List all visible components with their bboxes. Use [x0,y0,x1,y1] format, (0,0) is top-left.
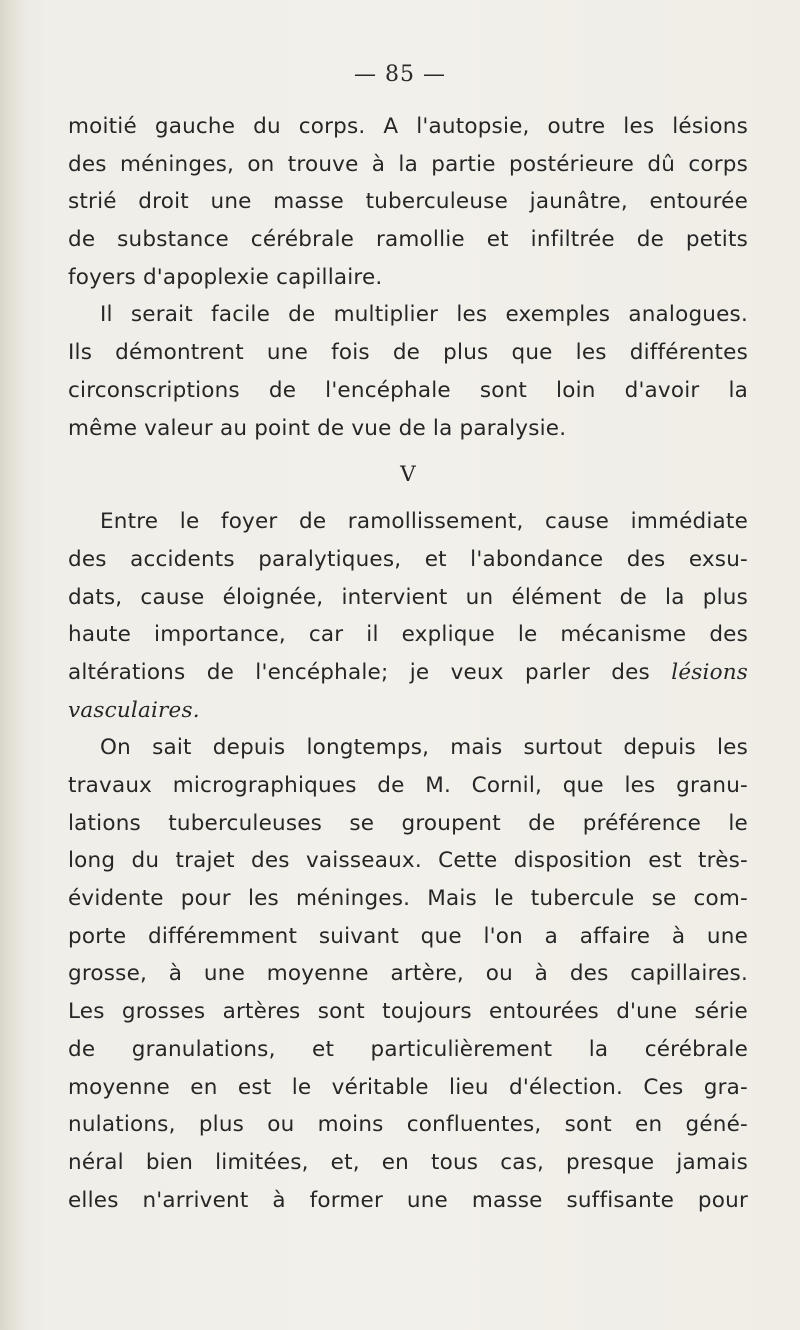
text-segment: altérations de l'encéphale; je veux parler des [68,659,650,685]
text-line: Il serait facile de multiplier les exemples analogues. [100,302,748,328]
text-line: de substance cérébrale ramollie et infiltrée de petits [68,227,748,253]
text-line: grosse, à une moyenne artère, ou à des capillaires. [68,961,748,987]
text-line: de granulations, et particulièrement la cérébrale [68,1036,748,1062]
text-line: Les grosses artères sont toujours entourées d'une série [68,999,748,1025]
page-binding-edge [0,0,26,1330]
text-line: On sait depuis longtemps, mais surtout depuis les [100,735,748,761]
text-line: des méninges, on trouve à la partie postérieure dû corps [68,151,748,177]
text-line: même valeur au point de vue de la paralysie. [68,415,567,441]
text-line: moitié gauche du corps. A l'autopsie, outre les lésions [68,114,748,139]
text-line: strié droit une masse tuberculeuse jaunâtre, entourée [68,189,748,215]
text-line: elles n'arrivent à former une masse suffisante pour [68,1187,748,1213]
text-line: long du trajet des vaisseaux. Cette disposition est très- [68,848,748,874]
text-line: Ils démontrent une fois de plus que les différentes [68,340,748,366]
text-line: travaux micrographiques de M. Cornil, que les granu- [68,773,748,798]
text-line: foyers d'apoplexie capillaire. [68,264,383,290]
text-line: moyenne en est le véritable lieu d'élection. Ces gra- [68,1074,748,1100]
italic-term: vasculaires. [68,697,200,723]
text-line: haute importance, car il explique le mécanisme des [68,622,748,648]
page-number: — 85 — [354,62,446,87]
body-text [68,108,748,1219]
text-line-mixed [68,654,748,692]
section-heading: V [400,462,416,488]
text-line: des accidents paralytiques, et l'abondance des exsu- [68,546,748,572]
text-line: évidente pour les méninges. Mais le tubercule se com- [68,886,748,912]
text-line: nulations, plus ou moins confluentes, sont en géné- [68,1112,748,1138]
text-line: néral bien limitées, et, en tous cas, presque jamais [68,1149,748,1175]
text-line: Entre le foyer de ramollissement, cause immédiate [100,509,748,535]
text-line: circonscriptions de l'encéphale sont loin d'avoir la [68,377,748,403]
text-line [68,692,748,730]
text-line: lations tuberculeuses se groupent de préférence le [68,810,748,836]
text-line: dats, cause éloignée, intervient un élément de la plus [68,584,748,610]
text-line: porte différemment suivant que l'on a affaire à une [68,923,748,949]
italic-term: lésions [671,659,748,685]
